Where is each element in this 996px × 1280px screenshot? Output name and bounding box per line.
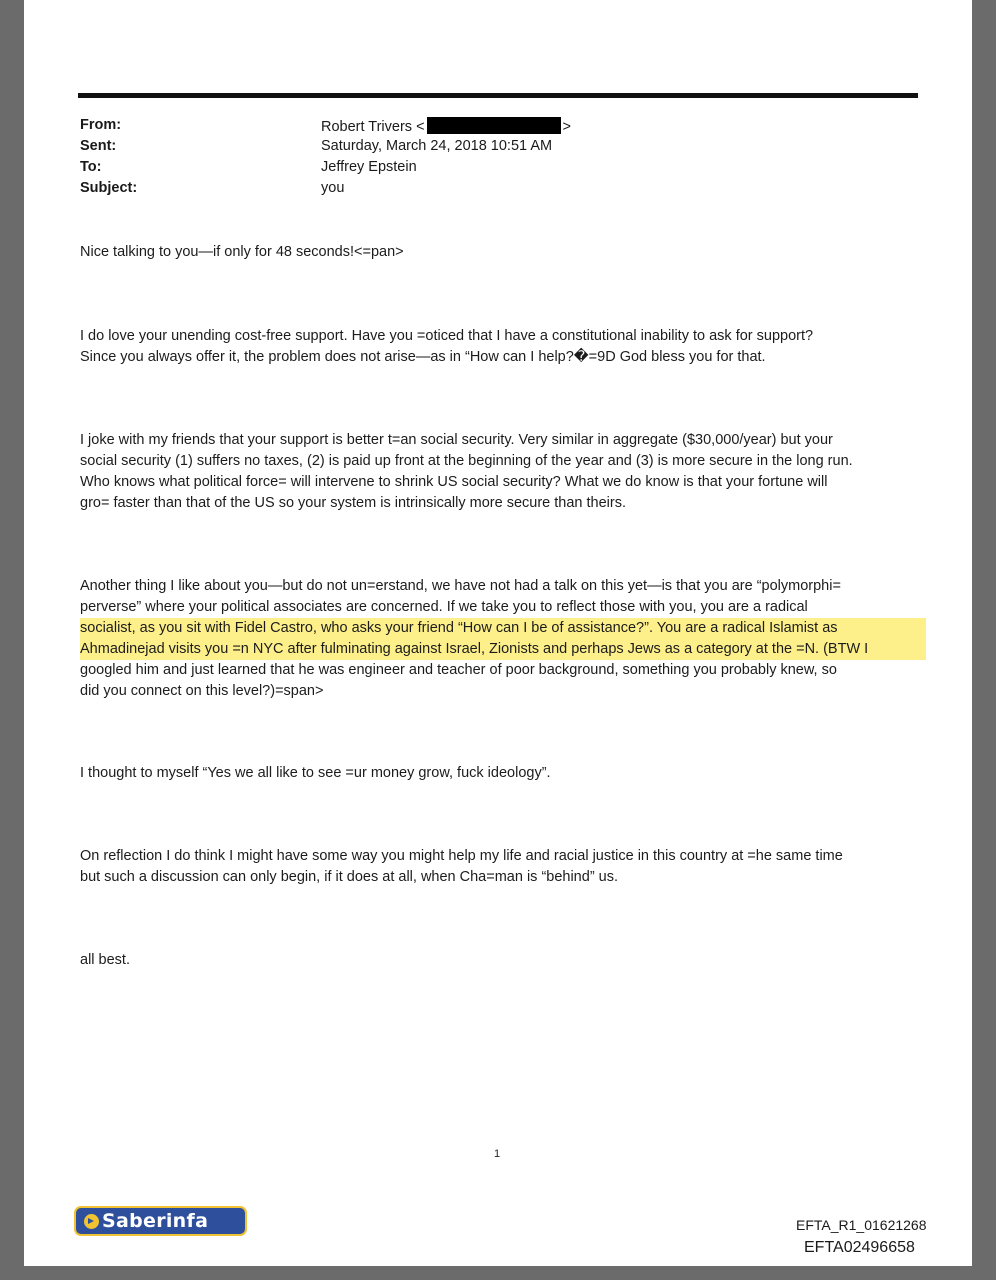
header-subject-row [80, 180, 920, 201]
from-label: From: [80, 117, 122, 133]
text-line: Another thing I like about you—but do not un=erstand, we have not had a talk on this yet—is that you are “polymorphi= [80, 578, 841, 594]
text-line: did you connect on this level?)=span> [80, 683, 324, 699]
text-line: gro= faster than that of the US so your system is intrinsically more secure than theirs. [80, 495, 627, 511]
subject-label: Subject: [80, 180, 138, 196]
text-line: On reflection I do think I might have some way you might help my life and racial justice in this country at =he same time [80, 848, 843, 864]
to-value: Jeffrey Epstein [321, 159, 417, 175]
paragraph-5 [80, 763, 926, 784]
header-divider [78, 93, 918, 98]
text-line: Nice talking to you—if only for 48 seconds!<=pan> [80, 244, 404, 260]
text-line: googled him and just learned that he was engineer and teacher of poor background, something you probably knew, so [80, 662, 837, 678]
bates-number-1: EFTA_R1_01621268 [796, 1217, 927, 1233]
text-line: but such a discussion can only begin, if it does at all, when Cha=man is “behind” us. [80, 869, 619, 885]
text-line: perverse” where your political associates are concerned. If we take you to reflect those with you, you are a radical [80, 599, 808, 615]
document-page [24, 0, 972, 1266]
paragraph-4 [80, 576, 926, 702]
bates-number-2: EFTA02496658 [804, 1239, 915, 1256]
watermark-badge [74, 1206, 247, 1236]
from-end: > [562, 119, 572, 135]
page-number: 1 [494, 1148, 501, 1160]
header-to-row [80, 159, 920, 180]
text-line: I joke with my friends that your support is better t=an social security. Very similar in aggregate ($30,000/year) but your [80, 432, 833, 448]
text-line: social security (1) suffers no taxes, (2) is paid up front at the beginning of the year and (3) is more secure in the long run. [80, 453, 853, 469]
header-from-row [80, 117, 920, 138]
telegram-icon [84, 1214, 99, 1229]
sent-label: Sent: [80, 138, 117, 154]
text-line: I do love your unending cost-free support. Have you =oticed that I have a constitutional inability to ask for support? [80, 328, 814, 344]
paragraph-3 [80, 430, 926, 514]
header-sent-row [80, 138, 920, 159]
redacted-email [427, 117, 561, 134]
to-label: To: [80, 159, 102, 175]
from-value [321, 117, 571, 135]
highlighted-text-line: socialist, as you sit with Fidel Castro, who asks your friend “How can I be of assistance?”. You are a radical Islamist as [80, 618, 926, 639]
highlighted-text-line: Ahmadinejad visits you =n NYC after fulminating against Israel, Zionists and perhaps Jews as a category at the =N. (BTW I [80, 639, 926, 660]
text-line: Since you always offer it, the problem does not arise—as in “How can I help?�=9D God bless you for that. [80, 349, 766, 365]
sent-value: Saturday, March 24, 2018 10:51 AM [321, 138, 553, 154]
paragraph-1 [80, 242, 926, 263]
watermark-text: Saberinfa [102, 1210, 209, 1232]
text-line: all best. [80, 952, 130, 968]
text-line: I thought to myself “Yes we all like to see =ur money grow, fuck ideology”. [80, 765, 551, 781]
from-name: Robert Trivers < [321, 119, 425, 135]
subject-value: you [321, 180, 345, 196]
paragraph-2 [80, 326, 926, 368]
paragraph-7 [80, 950, 926, 971]
text-line: Who knows what political force= will intervene to shrink US social security? What we do know is that your fortune will [80, 474, 828, 490]
paragraph-6 [80, 846, 926, 888]
